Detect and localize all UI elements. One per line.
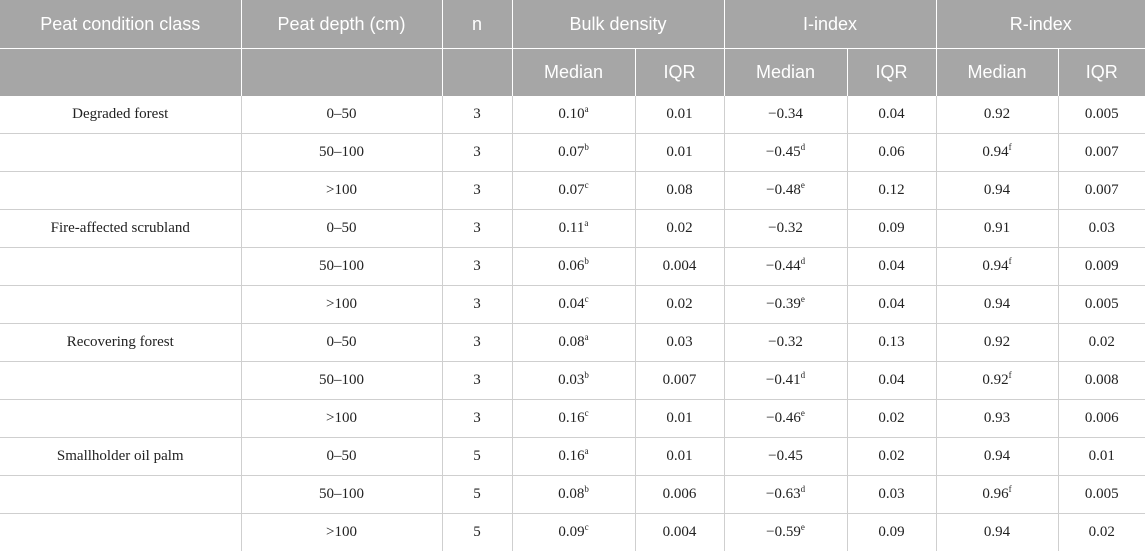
cell-i-index-median-value: −0.45 (768, 448, 803, 464)
cell-peat-depth-value: 50–100 (319, 258, 364, 274)
cell-i-index-median (724, 210, 847, 248)
cell-i-index-median (724, 324, 847, 362)
cell-r-index-median-value: 0.92 (983, 106, 1011, 122)
cell-bulk-density-median (512, 248, 635, 286)
cell-peat-depth (241, 514, 442, 552)
cell-r-index-median (936, 96, 1058, 134)
cell-n (442, 400, 512, 438)
cell-peat-depth-value: 0–50 (326, 334, 357, 350)
cell-bulk-density-median-value: 0.07 (558, 144, 585, 160)
cell-peat-depth (241, 96, 442, 134)
cell-n-value: 3 (473, 106, 481, 122)
significance-superscript: f (1008, 370, 1012, 380)
table-row (0, 286, 1145, 324)
significance-superscript: a (584, 218, 589, 228)
cell-r-index-iqr (1058, 248, 1145, 286)
cell-r-index-median-value: 0.94 (983, 182, 1011, 198)
header-peat-condition-class: Peat condition class (0, 0, 241, 49)
cell-i-index-iqr (847, 476, 936, 514)
cell-bulk-density-iqr (635, 514, 724, 552)
cell-bulk-density-iqr (635, 172, 724, 210)
cell-r-index-median-value: 0.94 (982, 258, 1009, 274)
significance-superscript: e (800, 522, 805, 532)
cell-i-index-median-value: −0.44 (765, 258, 801, 274)
cell-condition-class (0, 210, 241, 248)
significance-superscript: b (584, 256, 589, 266)
cell-r-index-median-value: 0.94 (982, 144, 1009, 160)
cell-r-index-iqr-value: 0.006 (1084, 410, 1119, 426)
cell-bulk-density-median-value: 0.10 (558, 106, 585, 122)
cell-n (442, 438, 512, 476)
cell-r-index-iqr (1058, 438, 1145, 476)
significance-superscript: a (584, 332, 589, 342)
cell-r-index-median-value: 0.92 (983, 334, 1011, 350)
significance-superscript: d (800, 484, 806, 494)
cell-bulk-density-median-value: 0.16 (558, 448, 585, 464)
significance-superscript: a (584, 446, 589, 456)
cell-i-index-iqr-value: 0.09 (878, 524, 905, 540)
header-sub-r-iqr: IQR (1058, 49, 1145, 97)
cell-bulk-density-iqr-value: 0.006 (662, 486, 697, 502)
cell-i-index-iqr (847, 96, 936, 134)
cell-n (442, 210, 512, 248)
cell-n-value: 3 (473, 220, 481, 236)
cell-i-index-iqr (847, 172, 936, 210)
header-sub-bd-median: Median (512, 49, 635, 97)
cell-n (442, 248, 512, 286)
cell-r-index-median (936, 286, 1058, 324)
cell-bulk-density-median (512, 362, 635, 400)
table-row (0, 134, 1145, 172)
cell-r-index-iqr (1058, 362, 1145, 400)
cell-r-index-median-value: 0.94 (983, 524, 1011, 540)
cell-bulk-density-median-value: 0.06 (558, 258, 585, 274)
cell-bulk-density-iqr-value: 0.01 (666, 448, 693, 464)
cell-i-index-iqr-value: 0.04 (878, 258, 905, 274)
table-row (0, 210, 1145, 248)
cell-bulk-density-iqr-value: 0.02 (666, 220, 693, 236)
cell-i-index-iqr (847, 210, 936, 248)
cell-r-index-median (936, 248, 1058, 286)
cell-peat-depth-value: >100 (326, 410, 357, 426)
cell-r-index-iqr (1058, 476, 1145, 514)
header-r-index: R-index (936, 0, 1145, 49)
cell-r-index-iqr-value: 0.03 (1088, 220, 1115, 236)
cell-n-value: 5 (473, 486, 481, 502)
significance-superscript: f (1008, 256, 1012, 266)
significance-superscript: c (584, 180, 589, 190)
cell-r-index-iqr (1058, 324, 1145, 362)
cell-n (442, 476, 512, 514)
cell-r-index-iqr-value: 0.009 (1084, 258, 1119, 274)
table-row (0, 248, 1145, 286)
cell-n-value: 3 (473, 372, 481, 388)
header-bulk-density: Bulk density (512, 0, 724, 49)
header-sub-r-median: Median (936, 49, 1058, 97)
cell-n (442, 324, 512, 362)
significance-superscript: c (584, 522, 589, 532)
cell-r-index-iqr-value: 0.005 (1084, 106, 1119, 122)
cell-i-index-iqr (847, 286, 936, 324)
cell-i-index-median-value: −0.63 (765, 486, 801, 502)
cell-bulk-density-iqr (635, 438, 724, 476)
cell-i-index-median (724, 400, 847, 438)
cell-condition-class (0, 324, 241, 362)
cell-bulk-density-median-value: 0.16 (558, 410, 585, 426)
cell-n-value: 5 (473, 524, 481, 540)
significance-superscript: a (584, 104, 589, 114)
cell-r-index-median (936, 400, 1058, 438)
significance-superscript: d (800, 370, 806, 380)
cell-r-index-median (936, 172, 1058, 210)
header-sub-empty (442, 49, 512, 97)
cell-i-index-iqr (847, 400, 936, 438)
cell-bulk-density-iqr (635, 248, 724, 286)
cell-r-index-median (936, 362, 1058, 400)
table-row (0, 476, 1145, 514)
cell-bulk-density-iqr (635, 362, 724, 400)
table-header (0, 0, 1145, 96)
cell-peat-depth (241, 286, 442, 324)
cell-r-index-iqr-value: 0.005 (1084, 486, 1119, 502)
header-sub-i-iqr: IQR (847, 49, 936, 97)
significance-superscript: e (800, 408, 805, 418)
cell-condition-class (0, 134, 241, 172)
cell-i-index-median (724, 362, 847, 400)
cell-peat-depth-value: >100 (326, 182, 357, 198)
cell-i-index-iqr-value: 0.09 (878, 220, 905, 236)
cell-bulk-density-iqr (635, 134, 724, 172)
cell-bulk-density-iqr-value: 0.03 (666, 334, 693, 350)
cell-bulk-density-median (512, 476, 635, 514)
cell-r-index-iqr-value: 0.007 (1084, 182, 1119, 198)
cell-n (442, 362, 512, 400)
significance-superscript: e (800, 294, 805, 304)
table-row (0, 514, 1145, 552)
cell-n-value: 5 (473, 448, 481, 464)
cell-peat-depth-value: 50–100 (319, 144, 364, 160)
cell-bulk-density-iqr-value: 0.08 (666, 182, 693, 198)
table-row (0, 400, 1145, 438)
cell-bulk-density-median-value: 0.04 (558, 296, 585, 312)
cell-i-index-median-value: −0.59 (766, 524, 801, 540)
cell-n-value: 3 (473, 296, 481, 312)
cell-bulk-density-median-value: 0.11 (558, 220, 585, 236)
header-n: n (442, 0, 512, 49)
cell-i-index-median-value: −0.45 (765, 144, 801, 160)
cell-r-index-iqr (1058, 514, 1145, 552)
cell-peat-depth (241, 324, 442, 362)
cell-bulk-density-iqr-value: 0.01 (666, 410, 693, 426)
cell-i-index-median (724, 172, 847, 210)
cell-i-index-median (724, 134, 847, 172)
cell-r-index-iqr-value: 0.007 (1084, 144, 1119, 160)
cell-r-index-iqr-value: 0.02 (1088, 524, 1115, 540)
cell-r-index-median (936, 514, 1058, 552)
cell-bulk-density-iqr-value: 0.007 (662, 372, 697, 388)
cell-r-index-iqr-value: 0.01 (1088, 448, 1115, 464)
cell-condition-class (0, 248, 241, 286)
cell-peat-depth (241, 438, 442, 476)
cell-n-value: 3 (473, 410, 481, 426)
table-row (0, 96, 1145, 134)
cell-n-value: 3 (473, 144, 481, 160)
cell-i-index-iqr-value: 0.13 (878, 334, 905, 350)
cell-i-index-median (724, 248, 847, 286)
cell-r-index-median-value: 0.94 (983, 448, 1011, 464)
cell-i-index-iqr-value: 0.06 (878, 144, 905, 160)
cell-bulk-density-iqr (635, 286, 724, 324)
cell-peat-depth (241, 362, 442, 400)
cell-r-index-iqr (1058, 96, 1145, 134)
cell-bulk-density-median (512, 400, 635, 438)
cell-r-index-iqr-value: 0.008 (1084, 372, 1119, 388)
cell-r-index-iqr (1058, 134, 1145, 172)
cell-r-index-median (936, 438, 1058, 476)
cell-i-index-iqr-value: 0.04 (878, 296, 905, 312)
cell-bulk-density-iqr-value: 0.02 (666, 296, 693, 312)
cell-bulk-density-median (512, 172, 635, 210)
cell-r-index-median-value: 0.96 (982, 486, 1009, 502)
cell-i-index-iqr (847, 248, 936, 286)
header-sub-bd-iqr: IQR (635, 49, 724, 97)
cell-bulk-density-iqr (635, 400, 724, 438)
cell-condition-class (0, 286, 241, 324)
cell-i-index-iqr (847, 438, 936, 476)
cell-i-index-iqr (847, 134, 936, 172)
cell-peat-depth (241, 476, 442, 514)
cell-i-index-median-value: −0.32 (768, 220, 803, 236)
cell-n (442, 286, 512, 324)
cell-condition-class (0, 400, 241, 438)
cell-condition-class (0, 438, 241, 476)
cell-i-index-iqr-value: 0.04 (878, 106, 905, 122)
cell-bulk-density-median-value: 0.09 (558, 524, 585, 540)
cell-bulk-density-median-value: 0.07 (558, 182, 585, 198)
cell-i-index-median-value: −0.32 (768, 334, 803, 350)
cell-i-index-median (724, 476, 847, 514)
cell-peat-depth (241, 210, 442, 248)
significance-superscript: d (800, 256, 806, 266)
cell-r-index-iqr (1058, 172, 1145, 210)
cell-i-index-median-value: −0.34 (768, 106, 803, 122)
cell-r-index-median-value: 0.94 (983, 296, 1011, 312)
cell-r-index-iqr-value: 0.02 (1088, 334, 1115, 350)
cell-i-index-iqr-value: 0.12 (878, 182, 905, 198)
cell-i-index-median-value: −0.46 (766, 410, 801, 426)
cell-peat-depth-value: 50–100 (319, 486, 364, 502)
significance-superscript: c (584, 408, 589, 418)
cell-r-index-iqr (1058, 210, 1145, 248)
cell-i-index-iqr-value: 0.03 (878, 486, 905, 502)
cell-condition-class (0, 96, 241, 134)
cell-peat-depth-value: >100 (326, 524, 357, 540)
cell-peat-depth (241, 172, 442, 210)
cell-bulk-density-iqr-value: 0.004 (662, 258, 697, 274)
cell-r-index-median-value: 0.93 (983, 410, 1011, 426)
cell-peat-depth (241, 400, 442, 438)
cell-n (442, 172, 512, 210)
header-i-index: I-index (724, 0, 936, 49)
cell-i-index-iqr-value: 0.04 (878, 372, 905, 388)
cell-r-index-median (936, 476, 1058, 514)
cell-peat-depth-value: 0–50 (326, 106, 357, 122)
cell-i-index-median-value: −0.41 (765, 372, 801, 388)
cell-bulk-density-median (512, 286, 635, 324)
cell-r-index-median (936, 210, 1058, 248)
significance-superscript: f (1008, 142, 1012, 152)
table-row (0, 172, 1145, 210)
cell-i-index-iqr-value: 0.02 (878, 410, 905, 426)
cell-bulk-density-median-value: 0.08 (558, 334, 585, 350)
cell-bulk-density-median-value: 0.03 (558, 372, 585, 388)
cell-n-value: 3 (473, 334, 481, 350)
cell-i-index-iqr (847, 324, 936, 362)
cell-bulk-density-median (512, 210, 635, 248)
table-body (0, 96, 1145, 551)
cell-condition-class-value: Recovering forest (66, 334, 174, 350)
cell-r-index-iqr (1058, 286, 1145, 324)
cell-n (442, 96, 512, 134)
cell-peat-depth (241, 248, 442, 286)
cell-bulk-density-median-value: 0.08 (558, 486, 585, 502)
cell-n (442, 514, 512, 552)
cell-peat-depth-value: 0–50 (326, 220, 357, 236)
cell-bulk-density-median (512, 324, 635, 362)
cell-n-value: 3 (473, 182, 481, 198)
cell-condition-class (0, 172, 241, 210)
cell-bulk-density-iqr (635, 324, 724, 362)
cell-peat-depth-value: >100 (326, 296, 357, 312)
cell-bulk-density-median (512, 134, 635, 172)
cell-r-index-median-value: 0.91 (983, 220, 1011, 236)
cell-i-index-iqr-value: 0.02 (878, 448, 905, 464)
cell-bulk-density-iqr (635, 476, 724, 514)
header-sub-empty (0, 49, 241, 97)
significance-superscript: b (584, 370, 589, 380)
header-sub-i-median: Median (724, 49, 847, 97)
table-row (0, 362, 1145, 400)
cell-bulk-density-iqr (635, 96, 724, 134)
table-row (0, 438, 1145, 476)
cell-condition-class-value: Smallholder oil palm (56, 448, 184, 464)
cell-i-index-median-value: −0.48 (766, 182, 801, 198)
cell-i-index-median-value: −0.39 (766, 296, 801, 312)
cell-peat-depth (241, 134, 442, 172)
significance-superscript: f (1008, 484, 1012, 494)
cell-bulk-density-iqr-value: 0.01 (666, 106, 693, 122)
cell-i-index-median (724, 96, 847, 134)
cell-condition-class (0, 362, 241, 400)
cell-r-index-iqr (1058, 400, 1145, 438)
cell-condition-class-value: Fire-affected scrubland (50, 220, 190, 236)
cell-bulk-density-iqr (635, 210, 724, 248)
cell-bulk-density-median (512, 514, 635, 552)
cell-i-index-iqr (847, 514, 936, 552)
cell-r-index-median (936, 134, 1058, 172)
header-sub-empty (241, 49, 442, 97)
significance-superscript: c (584, 294, 589, 304)
cell-r-index-median-value: 0.92 (982, 372, 1009, 388)
cell-bulk-density-median (512, 438, 635, 476)
cell-i-index-iqr (847, 362, 936, 400)
significance-superscript: d (800, 142, 806, 152)
cell-peat-depth-value: 0–50 (326, 448, 357, 464)
cell-n-value: 3 (473, 258, 481, 274)
cell-condition-class (0, 514, 241, 552)
cell-condition-class-value: Degraded forest (72, 106, 169, 122)
header-peat-depth: Peat depth (cm) (241, 0, 442, 49)
cell-r-index-median (936, 324, 1058, 362)
cell-bulk-density-median (512, 96, 635, 134)
cell-i-index-median (724, 286, 847, 324)
significance-superscript: b (584, 484, 589, 494)
cell-condition-class (0, 476, 241, 514)
cell-bulk-density-iqr-value: 0.01 (666, 144, 693, 160)
significance-superscript: e (800, 180, 805, 190)
significance-superscript: b (584, 142, 589, 152)
cell-bulk-density-iqr-value: 0.004 (662, 524, 697, 540)
cell-i-index-median (724, 514, 847, 552)
cell-n (442, 134, 512, 172)
cell-peat-depth-value: 50–100 (319, 372, 364, 388)
table-row (0, 324, 1145, 362)
cell-r-index-iqr-value: 0.005 (1084, 296, 1119, 312)
cell-i-index-median (724, 438, 847, 476)
